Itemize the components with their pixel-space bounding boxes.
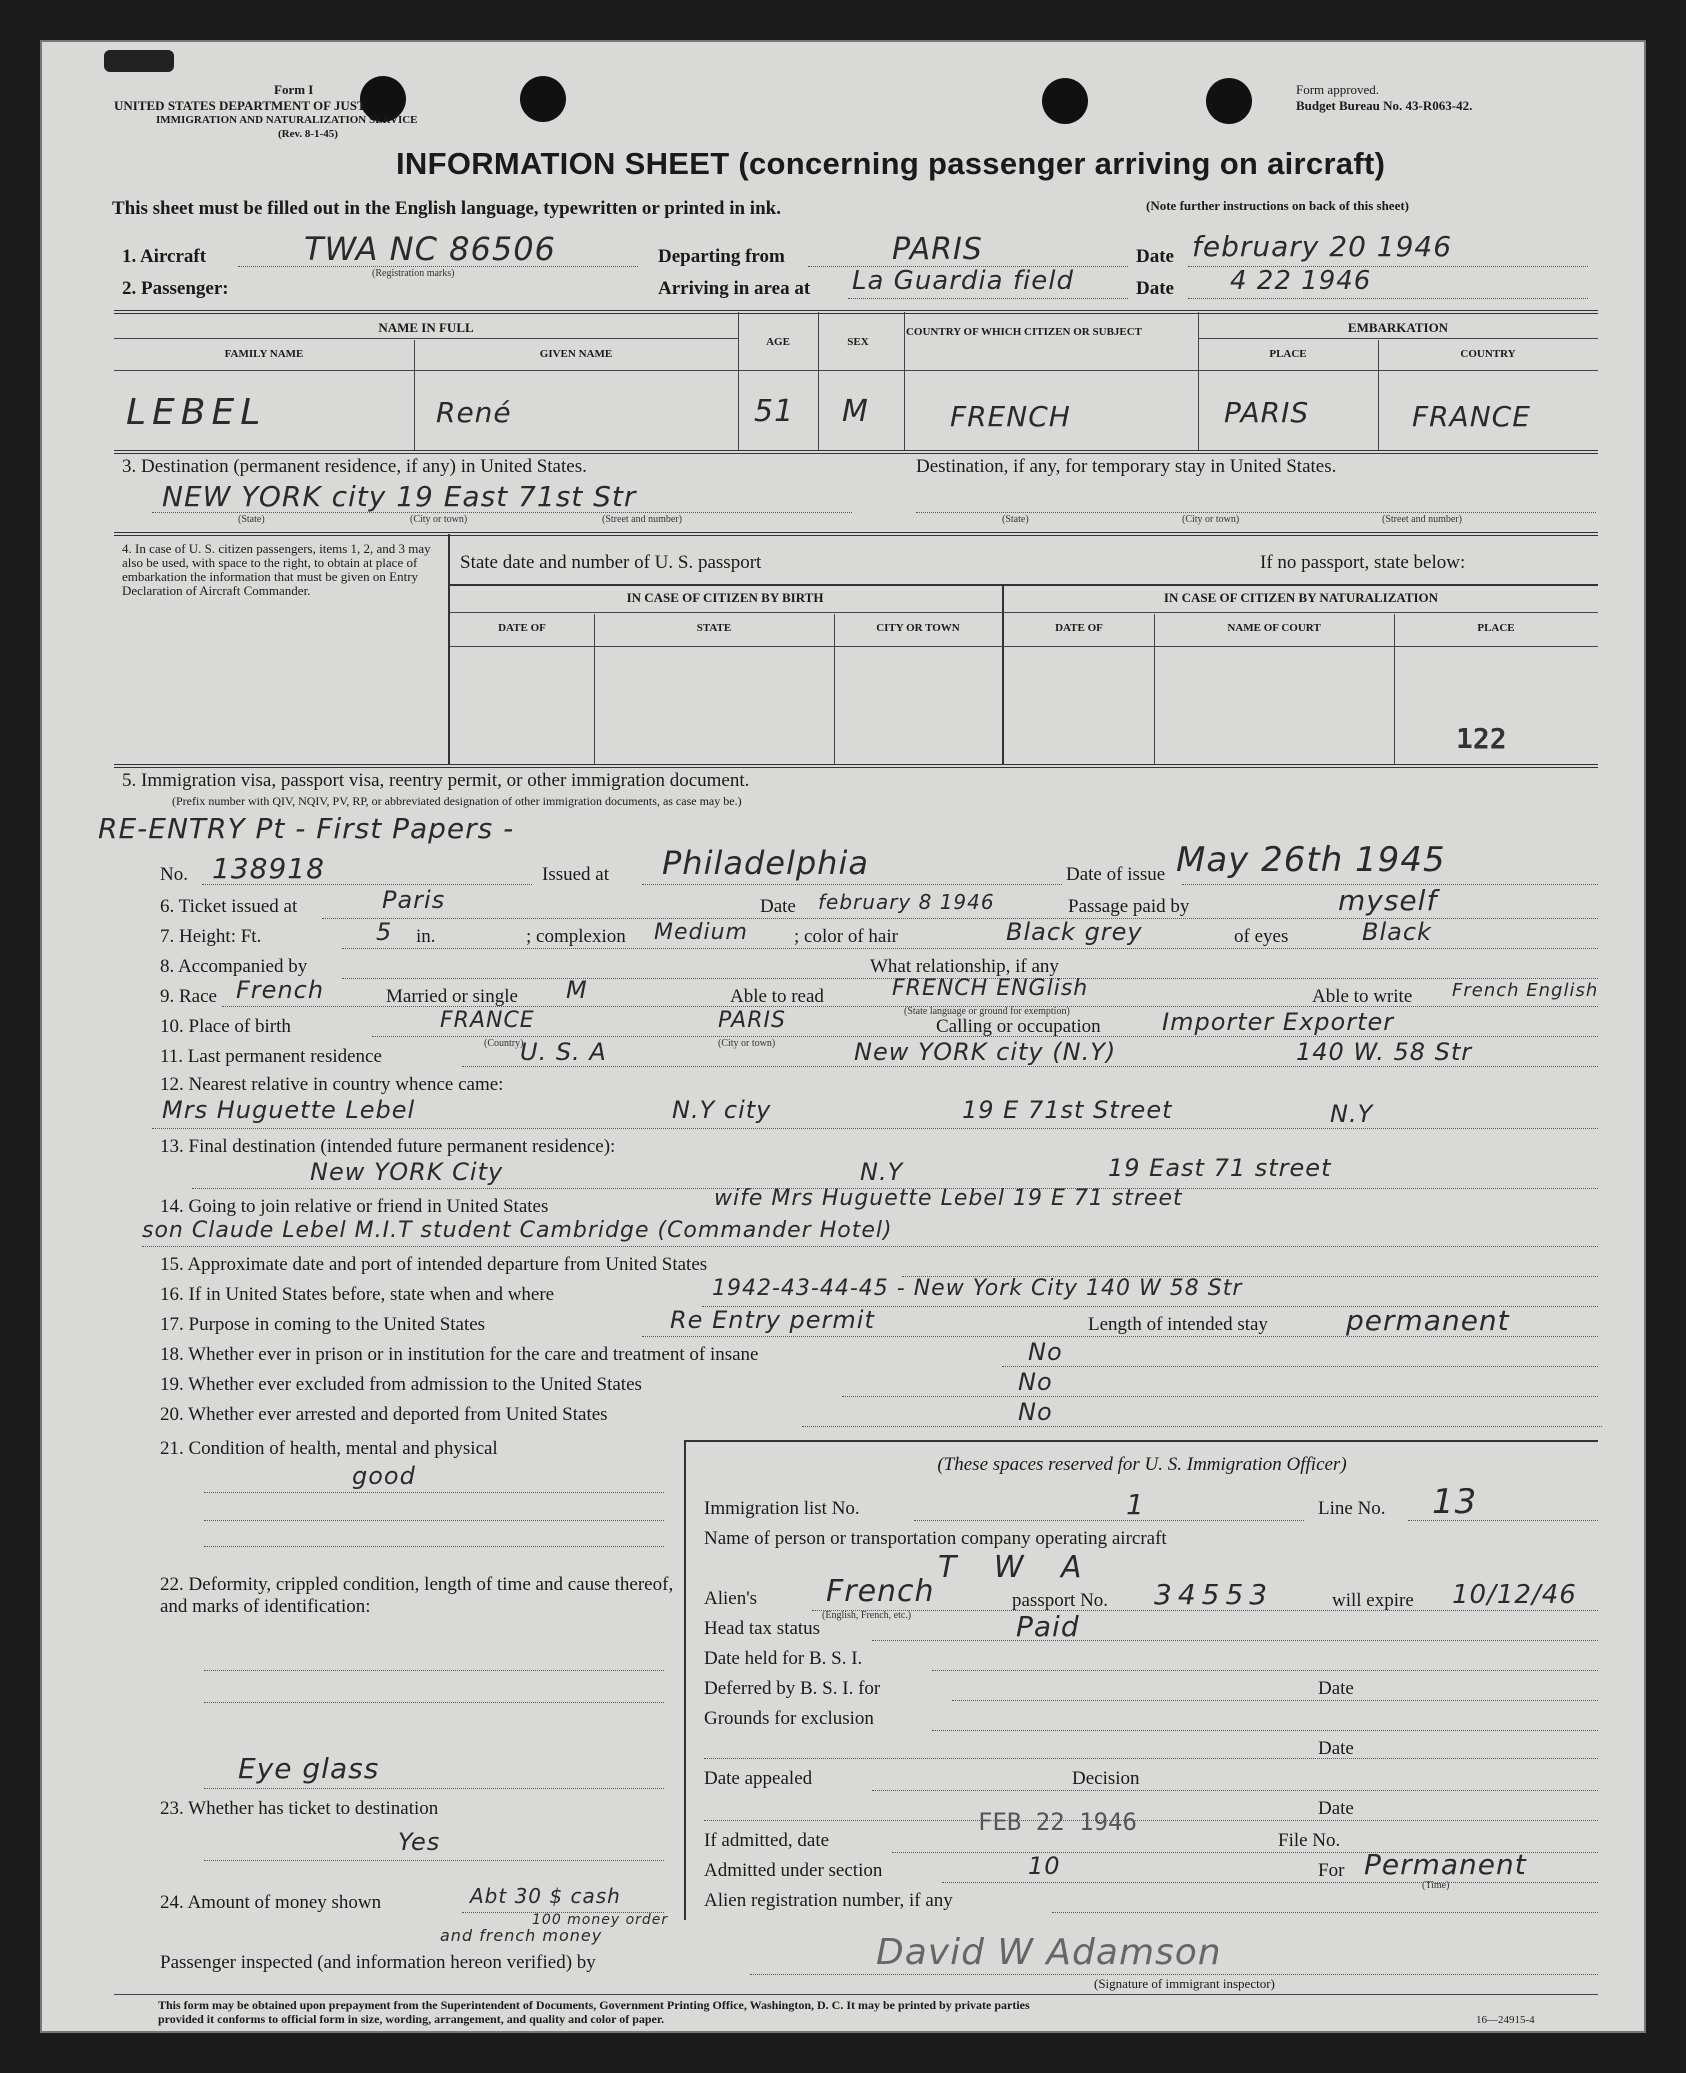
dest-city-hint: (City or town) (410, 514, 468, 525)
item21-label: 21. Condition of health, mental and physical (160, 1438, 498, 1459)
passenger-label: 2. Passenger: (122, 278, 229, 299)
grounds-date-label: Date (1318, 1738, 1354, 1759)
item23-label: 23. Whether has ticket to destination (160, 1798, 439, 1819)
time-hint: (Time) (1422, 1880, 1450, 1891)
form-revision: (Rev. 8-1-45) (278, 128, 338, 140)
item17-length-value: permanent (1346, 1304, 1510, 1337)
item6-value: Paris (382, 886, 446, 914)
officer-header: (These spaces reserved for U. S. Immigration Officer) (937, 1454, 1347, 1475)
item6-paid-value: myself (1338, 884, 1438, 917)
form-number: Form I (274, 82, 314, 97)
item22-label: 22. Deformity, crippled condition, length of time and cause thereof, and marks of identification: (160, 1574, 674, 1617)
item12-city: N.Y city (672, 1096, 772, 1124)
item10-country-hint: (Country) (484, 1038, 524, 1049)
dest-state-hint: (State) (238, 514, 265, 525)
issued-at-label: Issued at (542, 864, 610, 885)
item24-value2: 100 money order (532, 1912, 669, 1928)
expire-value: 10/12/46 (1452, 1580, 1577, 1610)
item15-label: 15. Approximate date and port of intended departure from United States (160, 1254, 708, 1275)
company-value: T W A (938, 1550, 1096, 1585)
nat-court-header: NAME OF COURT (1227, 622, 1321, 634)
item7-eyes: Black (1362, 918, 1432, 946)
item9-married-value: M (566, 976, 588, 1004)
age-header: AGE (766, 336, 790, 348)
aliens-value: French (826, 1574, 935, 1609)
aliens-hint: (English, French, etc.) (822, 1610, 912, 1621)
dest-street-hint: (Street and number) (602, 514, 682, 525)
item11-country: U. S. A (520, 1038, 607, 1066)
passport-no-value: 34553 (1154, 1578, 1274, 1611)
aliens-label: Alien's (704, 1588, 758, 1609)
item7-complexion-label: ; complexion (526, 926, 626, 947)
item7-eyes-label: of eyes (1234, 926, 1289, 947)
deferred-label: Deferred by B. S. I. for (704, 1678, 881, 1699)
item23-value: Yes (398, 1828, 441, 1856)
item24-label: 24. Amount of money shown (160, 1892, 382, 1913)
deferred-date-label: Date (1318, 1678, 1354, 1699)
item17-value: Re Entry permit (670, 1306, 875, 1334)
item22-value: Eye glass (238, 1752, 380, 1785)
item6-date-label: Date (760, 896, 796, 917)
destination-value: NEW YORK city 19 East 71st Str (162, 480, 637, 513)
item18-value: No (1028, 1338, 1063, 1366)
birth-header: IN CASE OF CITIZEN BY BIRTH (626, 590, 824, 605)
sex-value: M (842, 394, 869, 429)
footer-text-1: This form may be obtained upon prepayment from the Superintendent of Documents, Government Printing Office, Washington, D. C. It may be printed by private parties (158, 1998, 1030, 2012)
item20-label: 20. Whether ever arrested and deported from United States (160, 1404, 608, 1425)
item10-city: PARIS (718, 1008, 786, 1033)
date-of-issue-label: Date of issue (1066, 864, 1166, 885)
item8-label: 8. Accompanied by (160, 956, 308, 977)
item9-write-value: French English (1452, 980, 1599, 1001)
item14-value2: son Claude Lebel M.I.T student Cambridge (Commander Hotel) (142, 1218, 893, 1243)
punch-hole (1042, 78, 1088, 124)
item9-label: 9. Race (160, 986, 217, 1007)
company-label: Name of person or transportation company operating aircraft (704, 1528, 1167, 1549)
arriving-label: Arriving in area at (658, 278, 811, 299)
item19-value: No (1018, 1368, 1053, 1396)
temp-state-hint: (State) (1002, 514, 1029, 525)
section-label: Admitted under section (704, 1860, 883, 1881)
country-header: COUNTRY (1460, 348, 1516, 360)
inspected-label: Passenger inspected (and information hereon verified) by (160, 1952, 596, 1973)
date-of-issue-value: May 26th 1945 (1176, 840, 1446, 880)
departing-value: PARIS (892, 232, 983, 267)
passport-label: State date and number of U. S. passport (460, 552, 762, 573)
nat-place-header: PLACE (1477, 622, 1515, 634)
item8-relationship: What relationship, if any (870, 956, 1059, 977)
date-label-2: Date (1136, 278, 1174, 299)
issued-at-value: Philadelphia (662, 844, 869, 882)
item6-paid-label: Passage paid by (1068, 896, 1190, 917)
place-stamp: 122 (1456, 722, 1507, 755)
item18-label: 18. Whether ever in prison or in institution for the care and treatment of insane (160, 1344, 759, 1365)
given-name-value: René (436, 396, 512, 429)
citizen-value: FRENCH (950, 400, 1071, 433)
decision-date-label: Date (1318, 1798, 1354, 1819)
budget-bureau: Budget Bureau No. 43-R063-42. (1296, 98, 1473, 113)
page-title: INFORMATION SHEET (concerning passenger arriving on aircraft) (396, 146, 1386, 181)
passport-no-label: passport No. (1012, 1590, 1109, 1611)
given-name-header: GIVEN NAME (539, 348, 613, 360)
section-value: 10 (1028, 1852, 1061, 1880)
headtax-label: Head tax status (704, 1618, 821, 1639)
item19-label: 19. Whether ever excluded from admission to the United States (160, 1374, 642, 1395)
grounds-label: Grounds for exclusion (704, 1708, 874, 1729)
ink-smudge (104, 50, 174, 72)
temp-street-hint: (Street and number) (1382, 514, 1462, 525)
visa-hint: (Prefix number with QIV, NQIV, PV, RP, or abbreviated designation of other immigration documents, as case may be.) (172, 794, 742, 808)
date-value-1: february 20 1946 (1192, 230, 1453, 263)
embarkation-header: EMBARKATION (1347, 320, 1449, 335)
item7-label: 7. Height: Ft. (160, 926, 262, 947)
admitted-stamp: FEB 22 1946 (978, 1808, 1137, 1836)
inspector-signature: David W Adamson (876, 1932, 1222, 1973)
birth-date-header: DATE OF (498, 622, 546, 634)
item16-label: 16. If in United States before, state when and where (160, 1284, 555, 1305)
item12-label: 12. Nearest relative in country whence came: (160, 1074, 504, 1095)
item21-value: good (352, 1462, 416, 1490)
item7-hair: Black grey (1006, 918, 1143, 946)
item14-label: 14. Going to join relative or friend in United States (160, 1196, 549, 1217)
headtax-value: Paid (1016, 1610, 1080, 1643)
no-passport-label: If no passport, state below: (1260, 552, 1466, 573)
instruction-left: This sheet must be filled out in the English language, typewritten or printed in ink. (112, 198, 781, 219)
visa-label: 5. Immigration visa, passport visa, reentry permit, or other immigration document. (122, 770, 750, 791)
date-value-2: 4 22 1946 (1230, 266, 1372, 296)
age-value: 51 (754, 394, 795, 429)
for-value: Permanent (1364, 1848, 1527, 1881)
registration-hint: (Registration marks) (372, 268, 455, 279)
visa-no-label: No. (160, 864, 188, 885)
punch-hole (1206, 78, 1252, 124)
item13-street: 19 East 71 street (1108, 1154, 1332, 1182)
item7-hair-label: ; color of hair (794, 926, 898, 947)
item17-length-label: Length of intended stay (1088, 1314, 1268, 1335)
nat-date-header: DATE OF (1055, 622, 1103, 634)
place-header: PLACE (1269, 348, 1307, 360)
citizen-note: 4. In case of U. S. citizen passengers, items 1, 2, and 3 may also be used, with space to the right, to obtain at place of embarkation the information that must be given on Entry Declaration of Aircraft Commander. (122, 541, 431, 598)
arriving-value: La Guardia field (852, 266, 1074, 296)
birth-state-header: STATE (696, 622, 732, 634)
departing-label: Departing from (658, 246, 785, 267)
list-value: 1 (1126, 1488, 1145, 1521)
agency-service: IMMIGRATION AND NATURALIZATION SERVICE (156, 114, 418, 126)
item10-country: FRANCE (440, 1008, 535, 1033)
item11-street: 140 W. 58 Str (1296, 1038, 1473, 1066)
item7-complexion: Medium (654, 920, 748, 945)
item9-read-label: Able to read (730, 986, 824, 1007)
admitted-label: If admitted, date (704, 1830, 830, 1851)
embark-country-value: FRANCE (1412, 400, 1531, 433)
sex-header: SEX (847, 336, 869, 348)
item24-value: Abt 30 $ cash (470, 1884, 621, 1908)
punch-hole (520, 76, 566, 122)
file-label: File No. (1278, 1830, 1341, 1851)
item17-label: 17. Purpose in coming to the United States (160, 1314, 486, 1335)
aircraft-label: 1. Aircraft (122, 246, 207, 267)
signature-hint: (Signature of immigrant inspector) (1094, 1976, 1275, 1991)
item24-value3: and french money (440, 1926, 603, 1945)
item7-ft: 5 (376, 918, 393, 946)
visa-no-value: 138918 (212, 852, 325, 885)
item10-occ-label: Calling or occupation (936, 1016, 1101, 1037)
item13-state: N.Y (860, 1158, 904, 1186)
instruction-right: (Note further instructions on back of this sheet) (1146, 198, 1409, 213)
family-name-header: FAMILY NAME (224, 348, 304, 360)
expire-label: will expire (1332, 1590, 1414, 1611)
information-sheet (40, 40, 1646, 2033)
naturalization-header: IN CASE OF CITIZEN BY NATURALIZATION (1163, 590, 1439, 605)
item12-state: N.Y (1330, 1100, 1374, 1128)
temp-city-hint: (City or town) (1182, 514, 1240, 525)
item7-in: in. (416, 926, 436, 947)
visa-doc-value: RE-ENTRY Pt - First Papers - (98, 812, 515, 845)
item13-city: New YORK City (310, 1158, 504, 1186)
item9-race: French (236, 976, 325, 1004)
for-label: For (1318, 1860, 1345, 1881)
birth-city-header: CITY OR TOWN (876, 622, 960, 634)
agency-line: UNITED STATES DEPARTMENT OF JUST (114, 98, 366, 113)
line-label: Line No. (1318, 1498, 1386, 1519)
appealed-label: Date appealed (704, 1768, 813, 1789)
temp-destination-label: Destination, if any, for temporary stay in United States. (916, 456, 1337, 477)
item9-married-label: Married or single (386, 986, 518, 1007)
form-approved: Form approved. (1296, 82, 1380, 97)
item9-read-hint: (State language or ground for exemption) (904, 1006, 1070, 1017)
item11-label: 11. Last permanent residence (160, 1046, 382, 1067)
embark-place-value: PARIS (1224, 396, 1310, 429)
registration-label: Alien registration number, if any (704, 1890, 953, 1911)
list-label: Immigration list No. (704, 1498, 860, 1519)
item12-street: 19 E 71st Street (962, 1096, 1173, 1124)
item11-city: New YORK city (N.Y) (854, 1038, 1117, 1066)
item14-value: wife Mrs Huguette Lebel 19 E 71 street (714, 1186, 1183, 1211)
line-value: 13 (1432, 1482, 1478, 1522)
item13-label: 13. Final destination (intended future permanent residence): (160, 1136, 616, 1157)
item16-value: 1942-43-44-45 - New York City 140 W 58 Str (712, 1276, 1243, 1301)
footer-text-2: provided it conforms to official form in size, wording, arrangement, and quality and color of paper. (158, 2012, 665, 2026)
item12-name: Mrs Huguette Lebel (162, 1096, 416, 1124)
item6-label: 6. Ticket issued at (160, 896, 298, 917)
item9-read-value: FRENCH ENGlish (892, 976, 1089, 1001)
item6-date-value: february 8 1946 (818, 890, 995, 914)
name-in-full-header: NAME IN FULL (378, 320, 474, 335)
citizen-header: COUNTRY OF WHICH CITIZEN OR SUBJECT (905, 326, 1143, 338)
date-label-1: Date (1136, 246, 1174, 267)
item9-write-label: Able to write (1312, 986, 1413, 1007)
aircraft-value: TWA NC 86506 (304, 230, 556, 268)
item10-label: 10. Place of birth (160, 1016, 291, 1037)
item20-value: No (1018, 1398, 1053, 1426)
destination-label: 3. Destination (permanent residence, if any) in United States. (122, 456, 587, 477)
decision-label: Decision (1072, 1768, 1140, 1789)
family-name-value: LEBEL (126, 392, 267, 433)
footer-code: 16—24915-4 (1476, 2014, 1535, 2026)
item10-occ-value: Importer Exporter (1162, 1008, 1395, 1036)
item10-city-hint: (City or town) (718, 1038, 776, 1049)
held-label: Date held for B. S. I. (704, 1648, 863, 1669)
